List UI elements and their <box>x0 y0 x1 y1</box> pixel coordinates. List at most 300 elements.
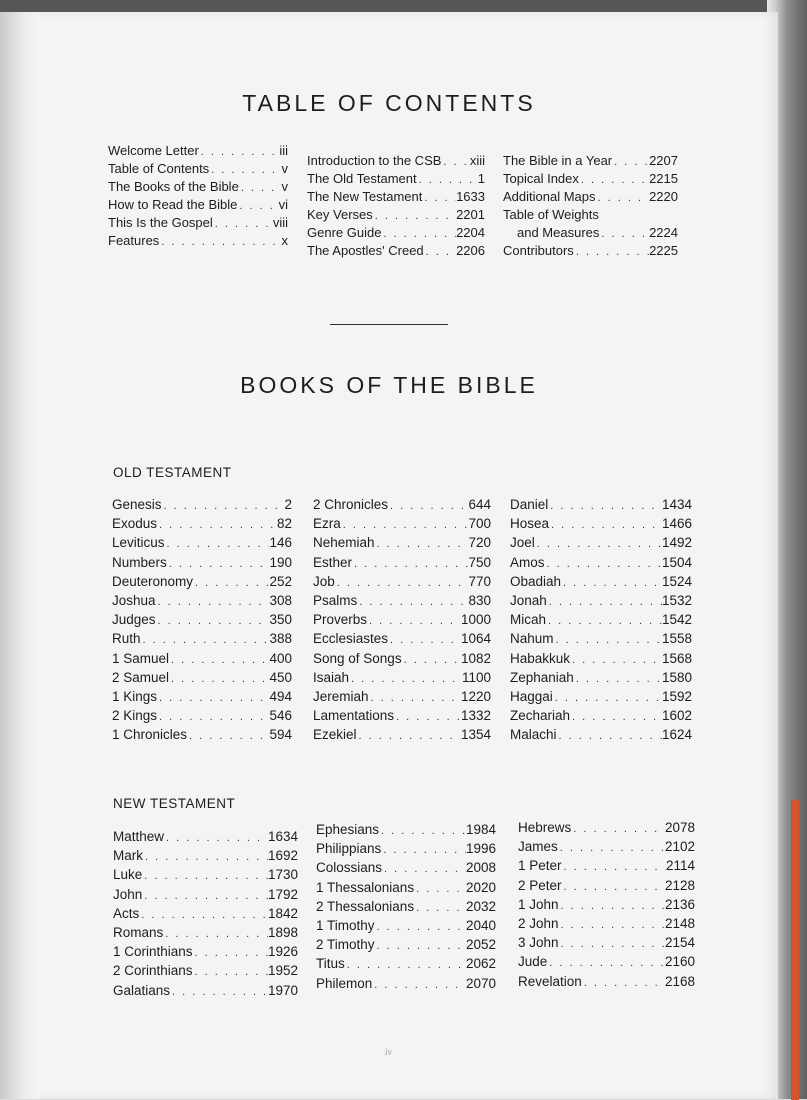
toc-entry <box>313 725 491 744</box>
toc-entry <box>510 687 692 706</box>
entry-page-number: 1492 <box>661 535 692 551</box>
dot-leader <box>143 848 268 867</box>
toc-entry <box>313 687 491 706</box>
dot-leader <box>582 974 665 993</box>
toc-entry <box>112 591 292 610</box>
entry-page-number: 1434 <box>661 497 692 512</box>
new-testament-column-1 <box>113 827 298 1000</box>
dot-leader <box>574 243 649 261</box>
entry-page-number: 2078 <box>664 820 695 835</box>
toc-entry <box>503 206 678 224</box>
old-testament-label: OLD TESTAMENT <box>113 465 232 480</box>
old-testament-column-1 <box>112 495 292 744</box>
entry-title: 3 John <box>518 935 559 951</box>
toc-entry <box>112 572 292 591</box>
dot-leader <box>388 497 468 516</box>
dot-leader <box>209 161 281 179</box>
dot-leader <box>375 937 466 956</box>
toc-entry <box>313 591 491 610</box>
entry-title: Nehemiah <box>313 535 375 551</box>
entry-title: 2 Timothy <box>316 937 375 953</box>
dot-leader <box>559 897 665 916</box>
entry-title: 2 Peter <box>518 877 562 893</box>
toc-entry <box>113 904 298 923</box>
entry-page-number: 750 <box>468 554 491 570</box>
toc-entry <box>113 942 298 961</box>
entry-page-number: 1624 <box>661 727 692 743</box>
entry-page-number: 2128 <box>664 877 695 893</box>
entry-title: Obadiah <box>510 573 562 589</box>
dot-leader <box>441 153 469 171</box>
toc-entry <box>518 837 695 856</box>
entry-page-number: 1504 <box>661 554 692 570</box>
toc-entry <box>112 533 292 552</box>
entry-page-number: 1898 <box>267 924 298 940</box>
entry-page-number: 1926 <box>267 944 298 960</box>
new-testament-column-3 <box>518 818 695 991</box>
toc-entry <box>316 935 496 954</box>
dot-leader <box>561 574 662 593</box>
dot-leader <box>193 963 268 982</box>
entry-title: Revelation <box>518 973 582 989</box>
entry-title: Acts <box>113 905 140 921</box>
entry-title: Titus <box>316 956 345 972</box>
entry-page-number: 2052 <box>465 937 496 953</box>
entry-page-number: 82 <box>276 516 292 532</box>
entry-title: Habakkuk <box>510 650 571 666</box>
dot-leader <box>352 555 468 574</box>
toc-entry <box>518 818 695 837</box>
entry-page-number: 1996 <box>465 841 496 857</box>
dot-leader <box>558 839 665 858</box>
entry-page-number: 2224 <box>649 225 678 240</box>
entry-title: 2 Kings <box>112 708 158 724</box>
toc-entry <box>518 933 695 952</box>
toc-entry <box>518 876 695 895</box>
toc-entry <box>510 649 692 668</box>
new-testament-label: NEW TESTAMENT <box>113 796 236 811</box>
dot-leader <box>535 535 662 554</box>
entry-title: 2 Samuel <box>112 669 170 685</box>
toc-entry <box>518 914 695 933</box>
toc-entry <box>510 553 692 572</box>
entry-page-number: 1792 <box>267 886 298 902</box>
dot-leader <box>381 841 466 860</box>
dot-leader <box>357 593 468 612</box>
dot-leader <box>169 670 269 689</box>
entry-page-number: 2160 <box>664 954 695 970</box>
entry-title: Table of Weights <box>503 207 599 222</box>
entry-title: 2 John <box>518 915 559 931</box>
dot-leader <box>375 918 466 937</box>
entry-page-number: v <box>281 161 288 176</box>
entry-title: 1 Samuel <box>112 650 170 666</box>
toc-entry <box>316 878 496 897</box>
entry-page-number: 2070 <box>465 975 496 991</box>
entry-page-number: 1634 <box>267 829 298 844</box>
entry-page-number: 2114 <box>665 858 695 874</box>
dot-leader <box>169 651 269 670</box>
entry-page-number: 2225 <box>649 243 678 258</box>
toc-entry <box>108 232 288 250</box>
books-title: BOOKS OF THE BIBLE <box>240 372 538 398</box>
entry-title: Matthew <box>113 829 165 844</box>
entry-title: Colossians <box>316 860 383 876</box>
entry-page-number: 2062 <box>465 956 496 972</box>
entry-title: Psalms <box>313 592 358 608</box>
entry-page-number: 2207 <box>649 153 678 168</box>
entry-page-number: x <box>281 233 288 248</box>
toc-entry <box>313 495 491 514</box>
toc-entry <box>503 188 678 206</box>
entry-title: The New Testament <box>307 189 423 204</box>
entry-page-number: 1952 <box>267 963 298 979</box>
entry-title: Amos <box>510 554 545 570</box>
entry-page-number: 1602 <box>661 708 692 724</box>
entry-title: Topical Index <box>503 171 579 186</box>
entry-page-number: 720 <box>468 535 491 551</box>
dot-leader <box>394 708 461 727</box>
dot-leader <box>187 727 269 746</box>
toc-entry <box>510 725 692 744</box>
toc-entry <box>112 514 292 533</box>
toc-entry <box>113 885 298 904</box>
entry-page-number: 1 <box>477 171 485 186</box>
entry-page-number: 1633 <box>456 189 485 204</box>
dot-leader <box>547 593 662 612</box>
toc-entry <box>313 533 491 552</box>
entry-title: Proverbs <box>313 612 368 628</box>
entry-title: John <box>113 886 143 902</box>
dot-leader <box>417 171 478 189</box>
entry-title: The Bible in a Year <box>503 153 613 168</box>
dot-leader <box>574 670 662 689</box>
entry-page-number: xiii <box>469 153 485 168</box>
entry-page-number: 1592 <box>661 688 692 704</box>
entry-page-number: 2032 <box>465 898 496 914</box>
entry-title: Joshua <box>112 592 156 608</box>
dot-leader <box>162 497 285 516</box>
entry-page-number: viii <box>272 215 288 230</box>
entry-title: and Measures <box>517 225 600 240</box>
entry-page-number: iii <box>279 143 288 158</box>
entry-page-number: 450 <box>269 669 292 685</box>
toc-entry <box>518 952 695 971</box>
entry-title: Luke <box>113 867 143 883</box>
dot-leader <box>579 171 649 189</box>
toc-entry <box>518 895 695 914</box>
dot-leader <box>379 822 466 841</box>
toc-entry <box>307 224 485 242</box>
entry-title: 1 Timothy <box>316 917 375 933</box>
entry-title: Leviticus <box>112 535 165 551</box>
dot-leader <box>546 612 662 631</box>
dot-leader <box>170 983 268 1002</box>
toc-entry <box>108 214 288 232</box>
toc-entry <box>518 856 695 875</box>
toc-entry <box>313 706 491 725</box>
toc-entry <box>503 152 678 170</box>
entry-page-number: 2168 <box>664 973 695 989</box>
entry-title: Joel <box>510 535 535 551</box>
entry-page-number: 1466 <box>661 516 692 532</box>
entry-title: Numbers <box>112 554 167 570</box>
entry-title: The Old Testament <box>307 171 417 186</box>
dot-leader <box>193 574 269 593</box>
entry-page-number: v <box>281 179 288 194</box>
entry-title: 2 Chronicles <box>313 497 389 512</box>
entry-page-number: 2154 <box>664 935 695 951</box>
dot-leader <box>422 189 456 207</box>
dot-leader <box>164 829 268 848</box>
entry-title: Key Verses <box>307 207 373 222</box>
entry-page-number: 2040 <box>465 917 496 933</box>
entry-page-number: 2020 <box>465 879 496 895</box>
dot-leader <box>549 516 662 535</box>
dot-leader <box>545 555 662 574</box>
entry-page-number: 1532 <box>661 592 692 608</box>
toc-entry <box>503 170 678 188</box>
entry-title: Nahum <box>510 631 554 647</box>
entry-page-number: 2008 <box>465 860 496 876</box>
dot-leader <box>357 727 461 746</box>
dot-leader <box>599 225 649 243</box>
dot-leader <box>424 243 456 261</box>
toc-entry <box>113 846 298 865</box>
entry-page-number: 1082 <box>460 650 491 666</box>
entry-title: Table of Contents <box>108 161 210 176</box>
toc-entry <box>108 196 288 214</box>
entry-page-number: 350 <box>269 612 292 628</box>
toc-entry <box>316 897 496 916</box>
entry-page-number: 1000 <box>460 612 491 628</box>
dot-leader <box>156 593 270 612</box>
section-divider <box>330 324 448 325</box>
entry-page-number: 2136 <box>664 896 695 912</box>
entry-title: Contributors <box>503 243 574 258</box>
toc-entry <box>316 974 496 993</box>
entry-page-number: 1970 <box>267 982 298 998</box>
entry-page-number: 1730 <box>267 867 298 883</box>
entry-title: Song of Songs <box>313 650 402 666</box>
dot-leader <box>559 935 665 954</box>
toc-entry <box>108 160 288 178</box>
entry-title: Jonah <box>510 592 547 608</box>
toc-column-3 <box>503 152 678 260</box>
toc-entry <box>313 572 491 591</box>
entry-page-number: 2148 <box>664 915 695 931</box>
entry-page-number: 770 <box>468 573 491 589</box>
dot-leader <box>199 143 280 161</box>
entry-title: Haggai <box>510 688 553 704</box>
entry-title: Zechariah <box>510 708 571 724</box>
dot-leader <box>372 976 466 995</box>
entry-title: Jude <box>518 954 548 970</box>
entry-title: Additional Maps <box>503 189 596 204</box>
entry-page-number: 1100 <box>461 669 491 685</box>
entry-page-number: 1220 <box>460 688 491 704</box>
entry-page-number: 644 <box>468 497 491 512</box>
entry-page-number: 2204 <box>456 225 485 240</box>
entry-title: The Apostles' Creed <box>307 243 424 258</box>
entry-title: Jeremiah <box>313 688 369 704</box>
toc-entry <box>313 514 491 533</box>
toc-entry <box>510 495 692 514</box>
toc-entry <box>112 668 292 687</box>
toc-entry <box>307 188 485 206</box>
entry-title: Daniel <box>510 497 549 512</box>
toc-entry <box>510 610 692 629</box>
entry-title: Ecclesiastes <box>313 631 389 647</box>
old-testament-column-2 <box>313 495 491 744</box>
entry-title: Job <box>313 573 335 589</box>
entry-title: 2 Corinthians <box>113 963 193 979</box>
entry-page-number: 388 <box>269 631 292 647</box>
entry-page-number: 1524 <box>661 573 692 589</box>
entry-title: Features <box>108 233 160 248</box>
entry-title: 1 Corinthians <box>113 944 193 960</box>
dot-leader <box>571 820 665 839</box>
toc-entry <box>510 572 692 591</box>
entry-title: Ruth <box>112 631 141 647</box>
toc-entry <box>518 972 695 991</box>
toc-entry <box>112 725 292 744</box>
entry-title: Romans <box>113 924 164 940</box>
toc-entry <box>112 649 292 668</box>
entry-page-number: 400 <box>269 650 292 666</box>
entry-page-number: 1580 <box>661 669 692 685</box>
toc-entry <box>503 224 678 242</box>
entry-title: 1 Chronicles <box>112 727 188 743</box>
toc-entry <box>316 820 496 839</box>
toc-column-1 <box>108 142 288 250</box>
entry-page-number: 308 <box>269 592 292 608</box>
dot-leader <box>142 867 268 886</box>
entry-title: Malachi <box>510 727 557 743</box>
entry-title: Deuteronomy <box>112 573 194 589</box>
toc-entry <box>313 610 491 629</box>
entry-title: This Is the Gospel <box>108 215 213 230</box>
toc-entry <box>113 827 298 846</box>
dot-leader <box>159 233 281 251</box>
dot-leader <box>570 651 662 670</box>
dot-leader <box>562 858 666 877</box>
toc-entry <box>108 178 288 196</box>
dot-leader <box>414 880 466 899</box>
toc-entry <box>313 629 491 648</box>
entry-title: Ephesians <box>316 822 380 837</box>
toc-entry <box>510 591 692 610</box>
toc-entry <box>510 514 692 533</box>
entry-title: 1 Kings <box>112 688 158 704</box>
entry-page-number: 1568 <box>661 650 692 666</box>
toc-entry <box>113 981 298 1000</box>
toc-entry <box>113 865 298 884</box>
entry-title: Hebrews <box>518 820 572 835</box>
toc-entry <box>112 706 292 725</box>
entry-page-number: 2201 <box>456 207 485 222</box>
toc-entry <box>313 649 491 668</box>
dot-leader <box>596 189 650 207</box>
dot-leader <box>193 944 268 963</box>
entry-page-number: 546 <box>269 708 292 724</box>
toc-entry <box>307 242 485 260</box>
toc-title: TABLE OF CONTENTS <box>242 90 536 116</box>
toc-entry <box>307 206 485 224</box>
toc-entry <box>307 152 485 170</box>
toc-entry <box>313 553 491 572</box>
dot-leader <box>375 535 469 554</box>
toc-entry <box>510 668 692 687</box>
toc-entry <box>316 916 496 935</box>
dot-leader <box>156 612 270 631</box>
entry-title: Genre Guide <box>307 225 382 240</box>
dot-leader <box>213 215 273 233</box>
dot-leader <box>414 899 466 918</box>
toc-entry <box>510 533 692 552</box>
entry-title: The Books of the Bible <box>108 179 239 194</box>
entry-page-number: 2102 <box>664 839 695 855</box>
entry-page-number: 830 <box>468 592 491 608</box>
entry-page-number: 1842 <box>267 905 298 921</box>
toc-entry <box>112 610 292 629</box>
entry-page-number: 1332 <box>460 708 491 724</box>
entry-title: Mark <box>113 848 143 864</box>
entry-page-number: 190 <box>269 554 292 570</box>
toc-entry <box>510 629 692 648</box>
entry-page-number: 1064 <box>460 631 491 647</box>
toc-entry <box>313 668 491 687</box>
toc-entry <box>112 687 292 706</box>
entry-title: 2 Thessalonians <box>316 898 415 914</box>
toc-entry <box>112 629 292 648</box>
toc-entry <box>316 839 496 858</box>
entry-page-number: 252 <box>269 573 292 589</box>
entry-page-number: 146 <box>269 535 292 551</box>
entry-page-number: vi <box>278 197 288 212</box>
book-page <box>0 12 778 1099</box>
entry-page-number: 1354 <box>460 727 491 743</box>
new-testament-column-2 <box>316 820 496 993</box>
entry-title: Introduction to the CSB <box>307 153 442 168</box>
entry-page-number: 2220 <box>649 189 678 204</box>
cover-color-strip <box>791 800 799 1100</box>
toc-entry <box>503 242 678 260</box>
entry-title: Ezekiel <box>313 727 357 743</box>
entry-title: Philemon <box>316 975 373 991</box>
dot-leader <box>157 689 269 708</box>
dot-leader <box>559 916 665 935</box>
entry-title: Exodus <box>112 516 158 532</box>
entry-title: Welcome Letter <box>108 143 199 158</box>
page-number: iv <box>385 1047 393 1057</box>
toc-entry <box>316 858 496 877</box>
entry-title: Ezra <box>313 516 341 532</box>
entry-page-number: 2 <box>284 497 292 512</box>
entry-page-number: 700 <box>468 516 491 532</box>
entry-page-number: 1558 <box>661 631 692 647</box>
entry-title: Galatians <box>113 982 171 998</box>
dot-leader <box>157 516 277 535</box>
dot-leader <box>612 153 649 171</box>
entry-title: Esther <box>313 554 353 570</box>
dot-leader <box>570 708 662 727</box>
entry-title: Zephaniah <box>510 669 574 685</box>
dot-leader <box>142 887 268 906</box>
dot-leader <box>402 651 461 670</box>
entry-title: 1 Thessalonians <box>316 879 415 895</box>
entry-title: James <box>518 839 558 855</box>
